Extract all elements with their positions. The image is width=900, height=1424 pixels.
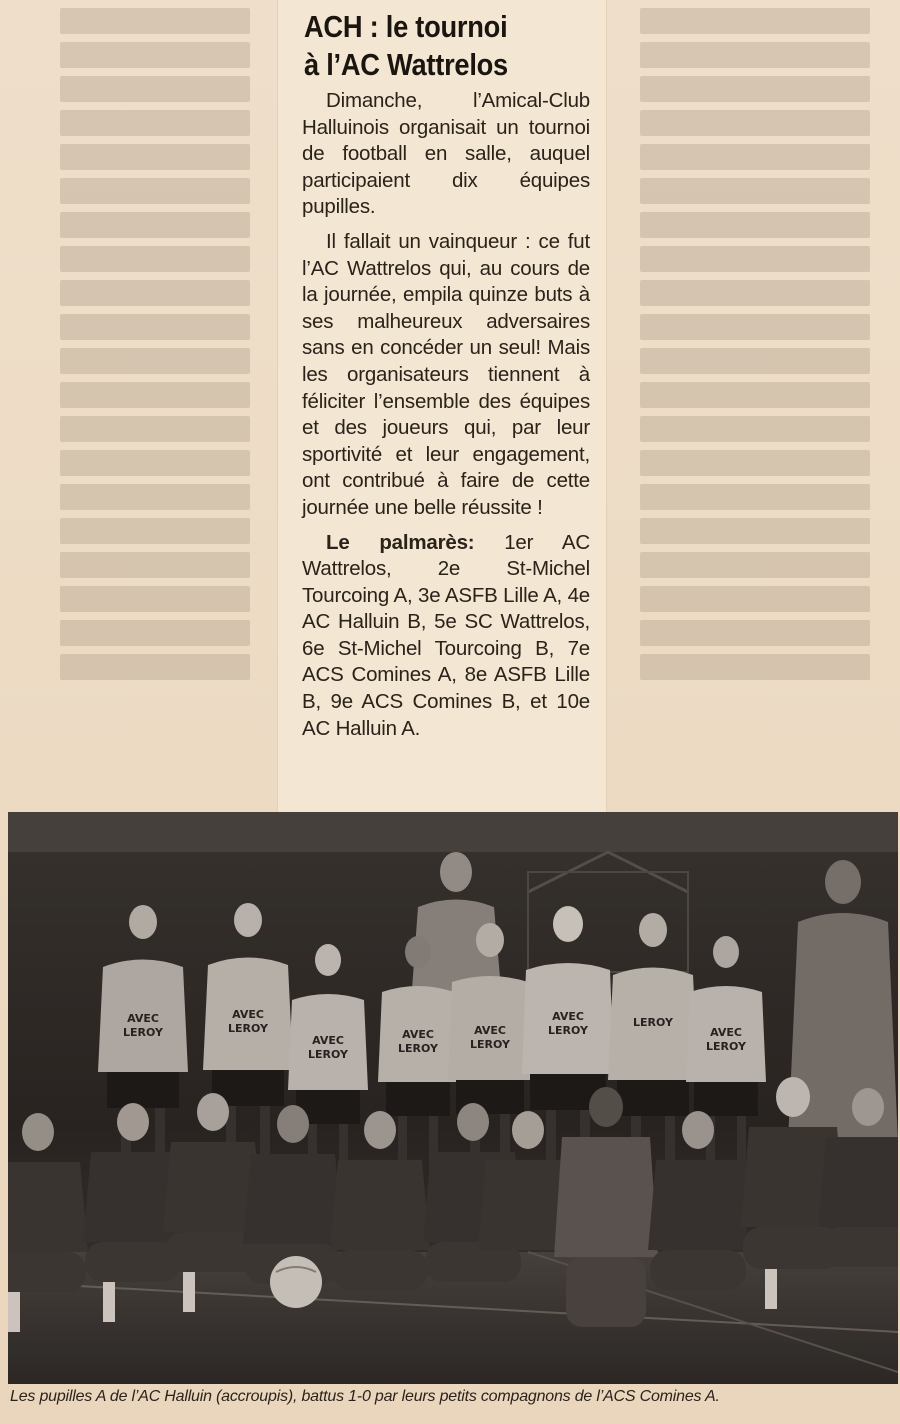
svg-text:AVEC: AVEC xyxy=(710,1026,742,1039)
paragraph-palmares xyxy=(302,530,590,743)
headline-line-2: à l’AC Wattrelos xyxy=(304,47,508,82)
photo-caption: Les pupilles A de l’AC Halluin (accroupis), battus 1-0 par leurs petits compagnons de l’ACS Comines A. xyxy=(10,1388,720,1405)
headline-line-1: ACH : le tournoi xyxy=(304,9,508,44)
palmares-results: 1er AC Wattrelos, 2e St-Michel Tourcoing A, 3e ASFB Lille A, 4e AC Halluin B, 5e SC Wattrelos, 6e St-Michel Tourcoing B, 7e ACS Comines A, 8e ASFB Lille B, 9e ACS Comines B, et 10e AC Halluin A. xyxy=(302,530,591,740)
svg-text:LEROY: LEROY xyxy=(398,1042,438,1055)
svg-text:LEROY: LEROY xyxy=(706,1040,746,1053)
article-column xyxy=(278,0,606,812)
svg-text:LEROY: LEROY xyxy=(228,1022,268,1035)
svg-text:AVEC: AVEC xyxy=(127,1012,159,1025)
bleed-through-text-left xyxy=(60,0,250,800)
svg-text:AVEC: AVEC xyxy=(402,1028,434,1041)
team-photo-illustration xyxy=(8,812,898,1384)
svg-text:AVEC: AVEC xyxy=(474,1024,506,1037)
svg-text:LEROY: LEROY xyxy=(123,1026,163,1039)
article-headline xyxy=(304,8,568,84)
team-photo xyxy=(8,812,898,1384)
svg-text:AVEC: AVEC xyxy=(552,1010,584,1023)
svg-text:AVEC: AVEC xyxy=(232,1008,264,1021)
svg-text:AVEC: AVEC xyxy=(312,1034,344,1047)
svg-text:LEROY: LEROY xyxy=(470,1038,510,1051)
bleed-through-text-right xyxy=(640,0,870,800)
article-body xyxy=(302,88,590,750)
paragraph-winner: Il fallait un vainqueur : ce fut l’AC Wattrelos qui, au cours de la journée, empila quinze buts à ses malheureux adversaires sans en concéder un seul! Mais les organisateurs tiennent à féliciter l’ensemble des équipes et des joueurs qui, par leur sportivité et leur engagement, ont contribué à faire de cette journée une belle réussite ! xyxy=(302,229,590,519)
svg-text:LEROY: LEROY xyxy=(633,1016,673,1029)
palmares-label: Le palmarès: xyxy=(326,530,475,554)
paragraph-intro: Dimanche, l’Amical-Club Halluinois organisait un tournoi de football en salle, auquel participaient dix équipes pupilles. xyxy=(302,89,590,219)
svg-text:LEROY: LEROY xyxy=(308,1048,348,1061)
svg-text:LEROY: LEROY xyxy=(548,1024,588,1037)
